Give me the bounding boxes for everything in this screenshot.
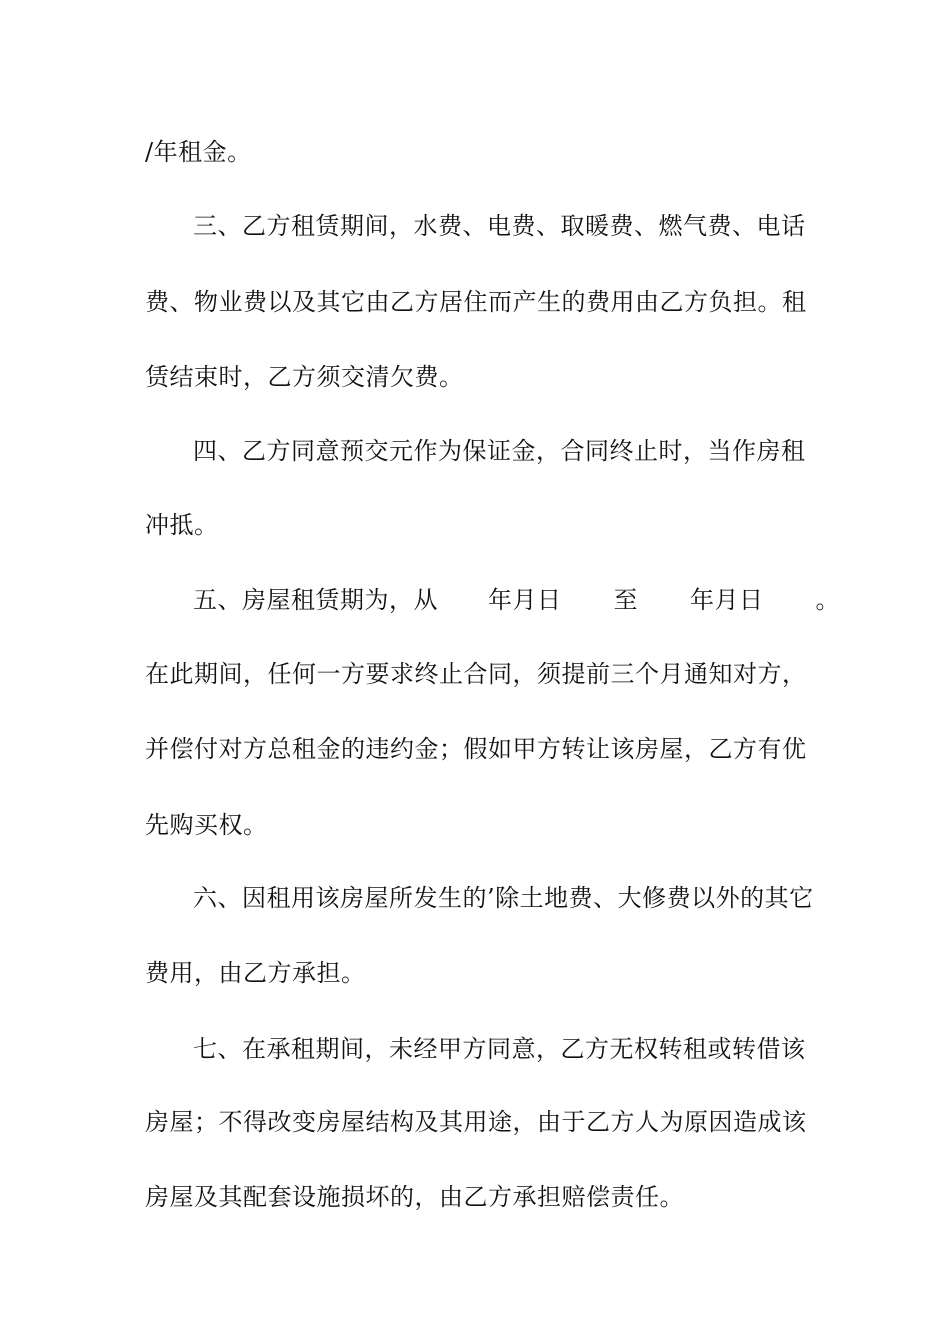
paragraph-line: 先购买权。 (145, 811, 268, 839)
paragraph-line: 赁结束时，乙方须交清欠费。 (145, 363, 464, 391)
term-end-date: 年月日 (690, 586, 764, 614)
term-start-date: 年月日 (488, 586, 562, 614)
term-end-punctuation: 。 (815, 586, 840, 614)
clause-5-line (193, 580, 873, 620)
clause-4-line: 四、乙方同意预交元作为保证金，合同终止时，当作房租 (193, 437, 806, 465)
term-text-start: 五、房屋租赁期为，从 (193, 586, 438, 614)
clause-6-line: 六、因租用该房屋所发生的’除土地费、大修费以外的其它 (193, 884, 814, 912)
term-to: 至 (613, 586, 638, 614)
clause-3-line: 三、乙方租赁期间，水费、电费、取暖费、燃气费、电话 (193, 212, 806, 240)
paragraph-line: 费用，由乙方承担。 (145, 959, 366, 987)
paragraph-line: 并偿付对方总租金的违约金；假如甲方转让该房屋，乙方有优 (145, 735, 807, 763)
paragraph-line: 费、物业费以及其它由乙方居住而产生的费用由乙方负担。租 (145, 288, 807, 316)
paragraph-line: 冲抵。 (145, 511, 219, 539)
clause-7-line: 七、在承租期间，未经甲方同意，乙方无权转租或转借该 (193, 1035, 806, 1063)
paragraph-line: /年租金。 (145, 138, 252, 166)
paragraph-line: 房屋及其配套设施损坏的，由乙方承担赔偿责任。 (145, 1183, 684, 1211)
paragraph-line: 房屋；不得改变房屋结构及其用途，由于乙方人为原因造成该 (145, 1108, 807, 1136)
paragraph-line: 在此期间，任何一方要求终止合同，须提前三个月通知对方， (145, 660, 807, 688)
